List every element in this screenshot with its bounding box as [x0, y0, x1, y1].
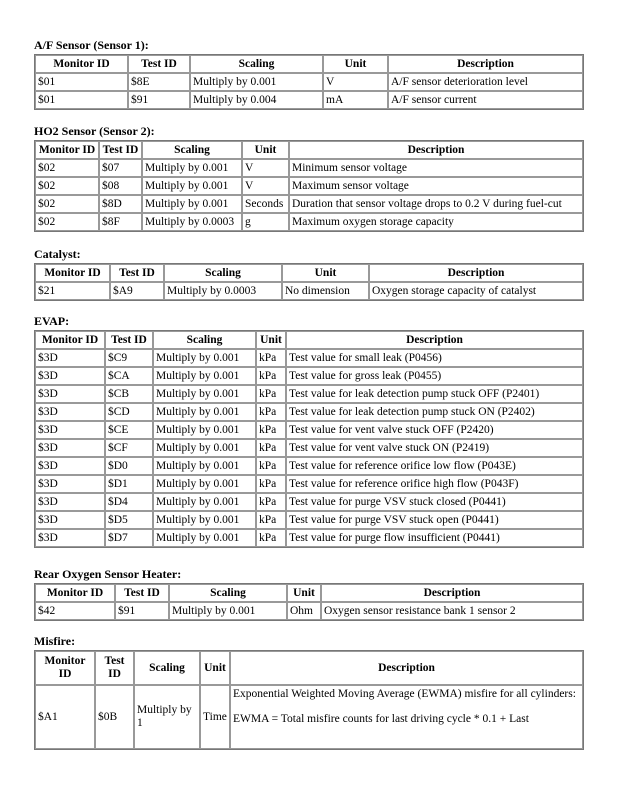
column-header: Scaling [169, 584, 287, 602]
table-header-row [35, 141, 583, 159]
cell-scaling: Multiply by 1 [134, 685, 200, 749]
cell-monitor-id: $02 [35, 159, 99, 177]
column-header: Test ID [110, 264, 164, 282]
cell-test-id: $D1 [105, 475, 153, 493]
cell-scaling: Multiply by 0.001 [153, 529, 256, 547]
table-row [35, 421, 583, 439]
table-row [35, 685, 583, 749]
cell-test-id: $D4 [105, 493, 153, 511]
column-header: Scaling [164, 264, 282, 282]
cell-scaling: Multiply by 0.001 [153, 493, 256, 511]
cell-unit: kPa [256, 511, 286, 529]
cell-description: Test value for vent valve stuck ON (P2419) [286, 439, 583, 457]
cell-scaling: Multiply by 0.001 [142, 159, 242, 177]
description-line: EWMA = Total misfire counts for last driving cycle * 0.1 + Last [233, 713, 529, 725]
cell-unit: kPa [256, 493, 286, 511]
cell-description: Test value for gross leak (P0455) [286, 367, 583, 385]
cell-unit: V [242, 177, 289, 195]
cell-monitor-id: $3D [35, 529, 105, 547]
column-header: Description [388, 55, 583, 73]
cell-test-id: $8F [99, 213, 142, 231]
cell-scaling: Multiply by 0.001 [153, 457, 256, 475]
misfire-section [34, 634, 584, 750]
cell-test-id: $8E [128, 73, 190, 91]
cell-monitor-id: $3D [35, 421, 105, 439]
misfire-table [34, 650, 584, 750]
table-row [35, 457, 583, 475]
table-row [35, 475, 583, 493]
cell-monitor-id: $42 [35, 602, 115, 620]
cell-description: Test value for reference orifice high flow (P043F) [286, 475, 583, 493]
evap-table [34, 330, 584, 548]
cell-unit: Seconds [242, 195, 289, 213]
ho2-sensor-table [34, 140, 584, 232]
cell-scaling: Multiply by 0.004 [190, 91, 323, 109]
table-row [35, 73, 583, 91]
table-header-row [35, 264, 583, 282]
cell-monitor-id: $02 [35, 213, 99, 231]
cell-description: Test value for small leak (P0456) [286, 349, 583, 367]
column-header: Description [230, 651, 583, 685]
cell-monitor-id: $3D [35, 457, 105, 475]
column-header: Unit [242, 141, 289, 159]
cell-unit: kPa [256, 529, 286, 547]
cell-description: Test value for reference orifice low flow (P043E) [286, 457, 583, 475]
catalyst-table [34, 263, 584, 301]
cell-scaling: Multiply by 0.001 [142, 195, 242, 213]
cell-monitor-id: $3D [35, 403, 105, 421]
section-title: Rear Oxygen Sensor Heater: [34, 567, 182, 581]
column-header: Test ID [99, 141, 142, 159]
cell-monitor-id: $3D [35, 349, 105, 367]
cell-description: Test value for leak detection pump stuck OFF (P2401) [286, 385, 583, 403]
table-row [35, 367, 583, 385]
cell-unit: V [323, 73, 388, 91]
cell-test-id: $08 [99, 177, 142, 195]
table-row [35, 177, 583, 195]
cell-scaling: Multiply by 0.001 [169, 602, 287, 620]
cell-test-id: $C9 [105, 349, 153, 367]
cell-unit: kPa [256, 349, 286, 367]
column-header: Monitor ID [35, 141, 99, 159]
cell-test-id: $CF [105, 439, 153, 457]
table-row [35, 403, 583, 421]
cell-unit: Ohm [287, 602, 321, 620]
cell-description: Test value for purge flow insufficient (P0441) [286, 529, 583, 547]
column-header: Scaling [153, 331, 256, 349]
cell-scaling: Multiply by 0.001 [153, 439, 256, 457]
column-header: Monitor ID [35, 584, 115, 602]
cell-unit: g [242, 213, 289, 231]
cell-monitor-id: $02 [35, 177, 99, 195]
column-header: Scaling [142, 141, 242, 159]
column-header: Monitor ID [35, 264, 110, 282]
catalyst-section [34, 247, 584, 301]
table-row [35, 91, 583, 109]
cell-unit: kPa [256, 385, 286, 403]
cell-monitor-id: $3D [35, 511, 105, 529]
cell-scaling: Multiply by 0.001 [153, 349, 256, 367]
column-header: Scaling [134, 651, 200, 685]
cell-description: Minimum sensor voltage [289, 159, 583, 177]
section-title: Catalyst: [34, 247, 81, 261]
column-header: Unit [282, 264, 369, 282]
cell-monitor-id: $01 [35, 73, 128, 91]
cell-monitor-id: $3D [35, 475, 105, 493]
table-row [35, 511, 583, 529]
cell-monitor-id: $01 [35, 91, 128, 109]
column-header: Description [369, 264, 583, 282]
table-row [35, 602, 583, 620]
cell-test-id: $CE [105, 421, 153, 439]
cell-monitor-id: $3D [35, 367, 105, 385]
table-row [35, 213, 583, 231]
cell-monitor-id: $21 [35, 282, 110, 300]
description-line: Exponential Weighted Moving Average (EWMA) misfire for all cylinders: [233, 688, 576, 700]
column-header: Test ID [95, 651, 134, 685]
af-sensor-table [34, 54, 584, 110]
cell-unit: kPa [256, 457, 286, 475]
table-row [35, 385, 583, 403]
cell-test-id: $CB [105, 385, 153, 403]
column-header: Unit [200, 651, 230, 685]
cell-scaling: Multiply by 0.001 [190, 73, 323, 91]
cell-scaling: Multiply by 0.0003 [142, 213, 242, 231]
column-header: Scaling [190, 55, 323, 73]
cell-scaling: Multiply by 0.001 [153, 403, 256, 421]
cell-description: Test value for purge VSV stuck closed (P0441) [286, 493, 583, 511]
cell-description [230, 685, 583, 749]
cell-test-id: $0B [95, 685, 134, 749]
column-header: Unit [256, 331, 286, 349]
column-header: Test ID [128, 55, 190, 73]
cell-description: A/F sensor current [388, 91, 583, 109]
cell-test-id: $07 [99, 159, 142, 177]
table-row [35, 439, 583, 457]
cell-description: Test value for vent valve stuck OFF (P2420) [286, 421, 583, 439]
cell-scaling: Multiply by 0.001 [153, 475, 256, 493]
table-row [35, 349, 583, 367]
column-header: Test ID [105, 331, 153, 349]
cell-description: Oxygen storage capacity of catalyst [369, 282, 583, 300]
table-row [35, 282, 583, 300]
cell-scaling: Multiply by 0.001 [153, 511, 256, 529]
evap-section [34, 314, 584, 548]
column-header: Unit [323, 55, 388, 73]
cell-monitor-id: $3D [35, 439, 105, 457]
cell-scaling: Multiply by 0.0003 [164, 282, 282, 300]
column-header: Unit [287, 584, 321, 602]
table-header-row [35, 584, 583, 602]
cell-monitor-id: $3D [35, 385, 105, 403]
cell-unit: No dimension [282, 282, 369, 300]
cell-unit: mA [323, 91, 388, 109]
cell-test-id: $D5 [105, 511, 153, 529]
cell-description: A/F sensor deterioration level [388, 73, 583, 91]
column-header: Monitor ID [35, 651, 95, 685]
cell-test-id: $A9 [110, 282, 164, 300]
cell-scaling: Multiply by 0.001 [153, 385, 256, 403]
cell-description: Duration that sensor voltage drops to 0.2 V during fuel-cut [289, 195, 583, 213]
column-header: Description [286, 331, 583, 349]
table-row [35, 493, 583, 511]
table-header-row [35, 651, 583, 685]
table-row [35, 529, 583, 547]
cell-scaling: Multiply by 0.001 [153, 421, 256, 439]
cell-description: Test value for leak detection pump stuck ON (P2402) [286, 403, 583, 421]
cell-description: Maximum sensor voltage [289, 177, 583, 195]
section-title: HO2 Sensor (Sensor 2): [34, 124, 155, 138]
column-header: Test ID [115, 584, 169, 602]
cell-unit: kPa [256, 403, 286, 421]
cell-monitor-id: $02 [35, 195, 99, 213]
table-header-row [35, 331, 583, 349]
cell-description: Maximum oxygen storage capacity [289, 213, 583, 231]
cell-unit: kPa [256, 475, 286, 493]
rear-o2-heater-table [34, 583, 584, 621]
cell-monitor-id: $A1 [35, 685, 95, 749]
cell-test-id: $D0 [105, 457, 153, 475]
ho2-sensor-section [34, 124, 584, 232]
af-sensor-section [34, 38, 584, 110]
cell-unit: kPa [256, 421, 286, 439]
cell-scaling: Multiply by 0.001 [153, 367, 256, 385]
section-title: A/F Sensor (Sensor 1): [34, 38, 149, 52]
table-header-row [35, 55, 583, 73]
cell-test-id: $CA [105, 367, 153, 385]
column-header: Description [289, 141, 583, 159]
table-row [35, 195, 583, 213]
column-header: Monitor ID [35, 55, 128, 73]
section-title: EVAP: [34, 314, 70, 328]
cell-unit: kPa [256, 367, 286, 385]
cell-scaling: Multiply by 0.001 [142, 177, 242, 195]
cell-unit: Time [200, 685, 230, 749]
column-header: Monitor ID [35, 331, 105, 349]
cell-test-id: $8D [99, 195, 142, 213]
cell-test-id: $CD [105, 403, 153, 421]
cell-test-id: $91 [128, 91, 190, 109]
cell-unit: V [242, 159, 289, 177]
cell-monitor-id: $3D [35, 493, 105, 511]
cell-description: Oxygen sensor resistance bank 1 sensor 2 [321, 602, 583, 620]
cell-test-id: $D7 [105, 529, 153, 547]
column-header: Description [321, 584, 583, 602]
cell-description: Test value for purge VSV stuck open (P0441) [286, 511, 583, 529]
cell-test-id: $91 [115, 602, 169, 620]
section-title: Misfire: [34, 634, 76, 648]
table-row [35, 159, 583, 177]
cell-unit: kPa [256, 439, 286, 457]
rear-o2-heater-section [34, 567, 584, 621]
